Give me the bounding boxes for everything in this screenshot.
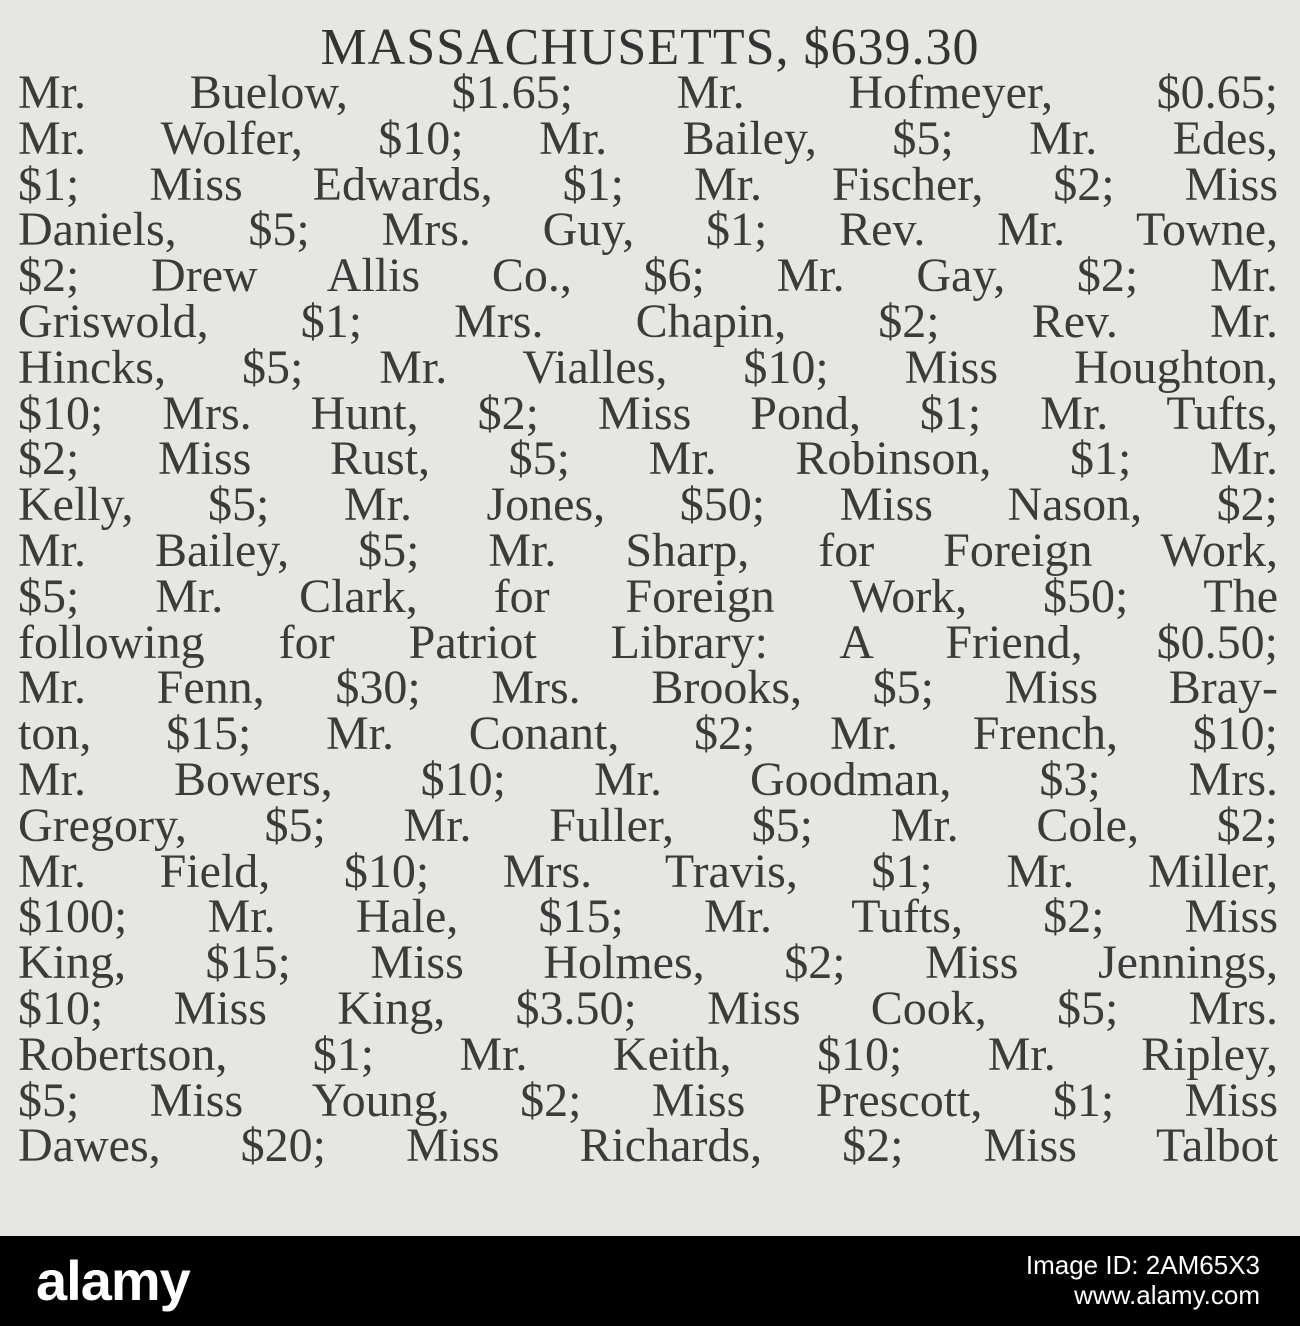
text-line: Mr. Field, $10; Mrs. Travis, $1; Mr. Miller, — [18, 844, 1278, 898]
text-line: $5; Miss Young, $2; Miss Prescott, $1; Miss — [18, 1073, 1278, 1127]
text-line: $10; Miss King, $3.50; Miss Cook, $5; Mrs. — [18, 981, 1278, 1035]
text-line: Mr. Fenn, $30; Mrs. Brooks, $5; Miss Bray- — [18, 661, 1278, 715]
text-line: Gregory, $5; Mr. Fuller, $5; Mr. Cole, $2; — [18, 798, 1278, 852]
cropped-bottom-line: Dawes, $20; Miss Richards, $2; Miss Talbot — [18, 1119, 1278, 1173]
text-line: following for Patriot Library: A Friend, $0.50; — [18, 615, 1278, 669]
text-line: Mr. Bailey, $5; Mr. Sharp, for Foreign Work, — [18, 523, 1278, 577]
text-line: Mr. Buelow, $1.65; Mr. Hofmeyer, $0.65; — [18, 66, 1278, 119]
text-line: Robertson, $1; Mr. Keith, $10; Mr. Ripley, — [18, 1027, 1278, 1081]
text-line: $10; Mrs. Hunt, $2; Miss Pond, $1; Mr. Tufts, — [18, 386, 1278, 440]
text-line: Hincks, $5; Mr. Vialles, $10; Miss Houghton, — [18, 340, 1278, 394]
text-line: $1; Miss Edwards, $1; Mr. Fischer, $2; Miss — [18, 157, 1278, 211]
image-id-label: Image ID: 2AM65X3 — [1025, 1250, 1260, 1280]
stock-info — [1026, 1250, 1260, 1310]
text-line: Griswold, $1; Mrs. Chapin, $2; Rev. Mr. — [18, 294, 1278, 348]
text-line: Daniels, $5; Mrs. Guy, $1; Rev. Mr. Towne, — [18, 203, 1278, 257]
text-line: Mr. Bowers, $10; Mr. Goodman, $3; Mrs. — [18, 752, 1278, 806]
text-line: Mr. Wolfer, $10; Mr. Bailey, $5; Mr. Edes, — [18, 111, 1278, 165]
text-line: $2; Miss Rust, $5; Mr. Robinson, $1; Mr. — [18, 432, 1278, 486]
text-line: $5; Mr. Clark, for Foreign Work, $50; The — [18, 569, 1278, 623]
text-line: ton, $15; Mr. Conant, $2; Mr. French, $10; — [18, 707, 1278, 761]
watermark-bar — [0, 1236, 1300, 1326]
donor-list — [18, 66, 1278, 1173]
brand-logo: alamy — [36, 1249, 190, 1312]
section-heading: MASSACHUSETTS, $639.30 — [320, 19, 980, 76]
text-line: King, $15; Miss Holmes, $2; Miss Jennings, — [18, 936, 1278, 990]
site-url: www.alamy.com — [1074, 1280, 1260, 1310]
text-line: $100; Mr. Hale, $15; Mr. Tufts, $2; Miss — [18, 890, 1278, 944]
text-line: $2; Drew Allis Co., $6; Mr. Gay, $2; Mr. — [18, 249, 1278, 303]
text-line: Kelly, $5; Mr. Jones, $50; Miss Nason, $2; — [18, 478, 1278, 532]
cropped-top-line — [0, 0, 1300, 10]
